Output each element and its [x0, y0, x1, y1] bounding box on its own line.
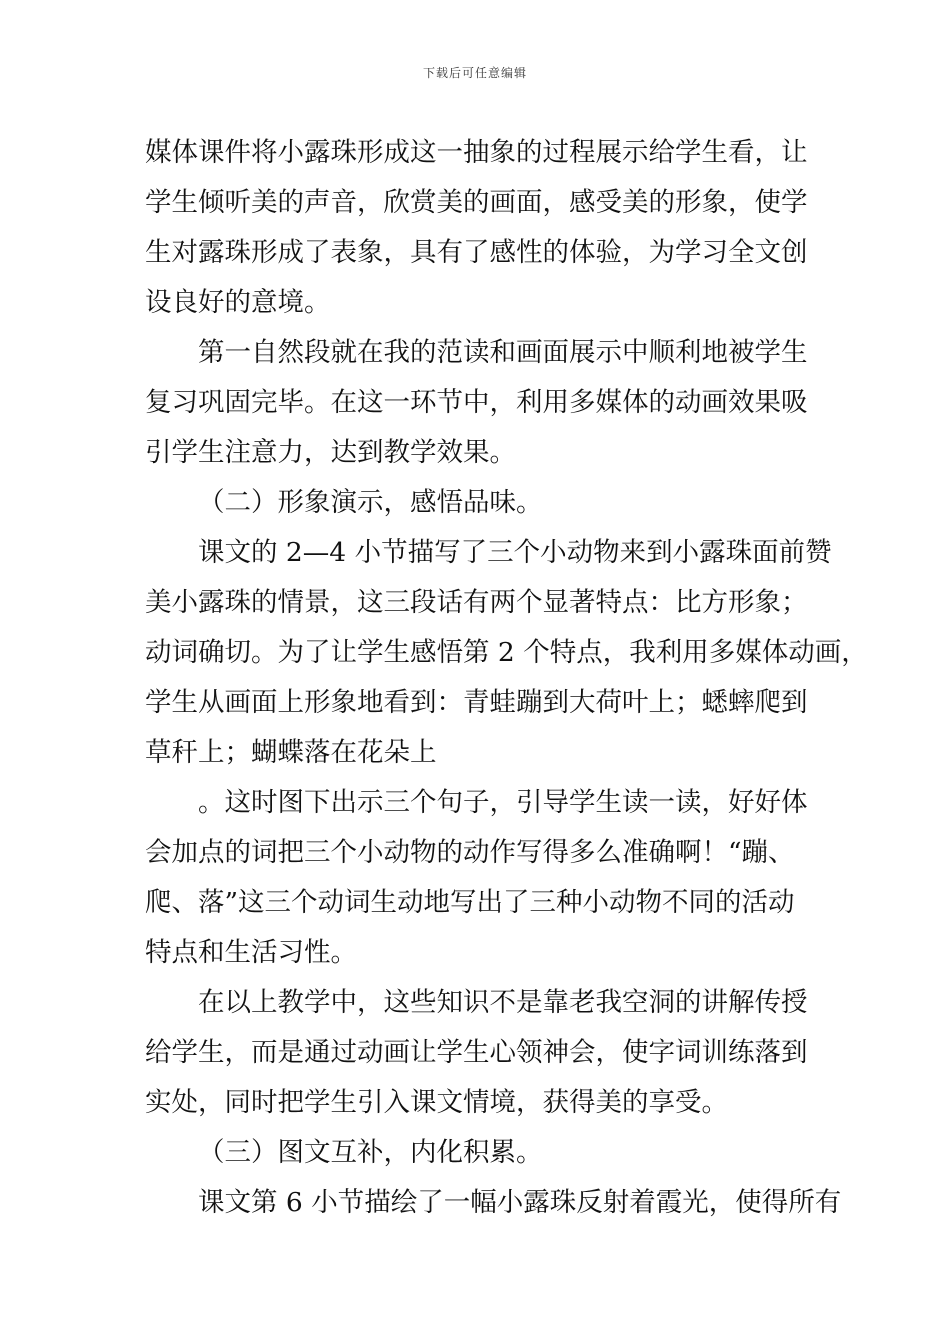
text-line: 在以上教学中，这些知识不是靠老我空洞的讲解传授 [198, 987, 808, 1018]
text-line: 学生倾听美的声音，欣赏美的画面，感受美的形象，使学 [145, 187, 808, 218]
text-line: 媒体课件将小露珠形成这一抽象的过程展示给学生看，让 [145, 137, 808, 168]
text-line: 第一自然段就在我的范读和画面展示中顺利地被学生 [198, 337, 808, 368]
text-line: 实处，同时把学生引入课文情境，获得美的享受。 [145, 1087, 728, 1118]
text-line: 特点和生活习性。 [145, 937, 357, 968]
text-line: 学生从画面上形象地看到：青蛙蹦到大荷叶上；蟋蟀爬到 [145, 687, 808, 718]
text-line: 复习巩固完毕。在这一环节中，利用多媒体的动画效果吸 [145, 387, 808, 418]
text-line: 设良好的意境。 [145, 287, 331, 318]
text-line: 引学生注意力，达到教学效果。 [145, 437, 516, 468]
text-line: 美小露珠的情景，这三段话有两个显著特点：比方形象； [145, 587, 808, 618]
section-heading: （二）形象演示，感悟品味。 [198, 487, 543, 518]
text-line: 会加点的词把三个小动物的动作写得多么准确啊！“蹦、 [145, 837, 795, 868]
text-line: 爬、落”这三个动词生动地写出了三种小动物不同的活动 [145, 887, 795, 918]
text-line: 给学生，而是通过动画让学生心领神会，使字词训练落到 [145, 1037, 808, 1068]
page-header: 下载后可任意编辑 [422, 66, 527, 80]
text-line: 草秆上；蝴蝶落在花朵上 [145, 737, 437, 768]
text-line: 生对露珠形成了表象，具有了感性的体验，为学习全文创 [145, 237, 808, 268]
text-line: 课文的 2—4 小节描写了三个小动物来到小露珠面前赞 [198, 537, 832, 568]
text-line: 动词确切。为了让学生感悟第 2 个特点，我利用多媒体动画， [145, 637, 868, 668]
text-line: 课文第 6 小节描绘了一幅小露珠反射着霞光，使得所有 [198, 1187, 842, 1218]
text-line: 。这时图下出示三个句子，引导学生读一读，好好体 [198, 787, 808, 818]
document-body [145, 128, 868, 1228]
section-heading: （三）图文互补，内化积累。 [198, 1137, 543, 1168]
